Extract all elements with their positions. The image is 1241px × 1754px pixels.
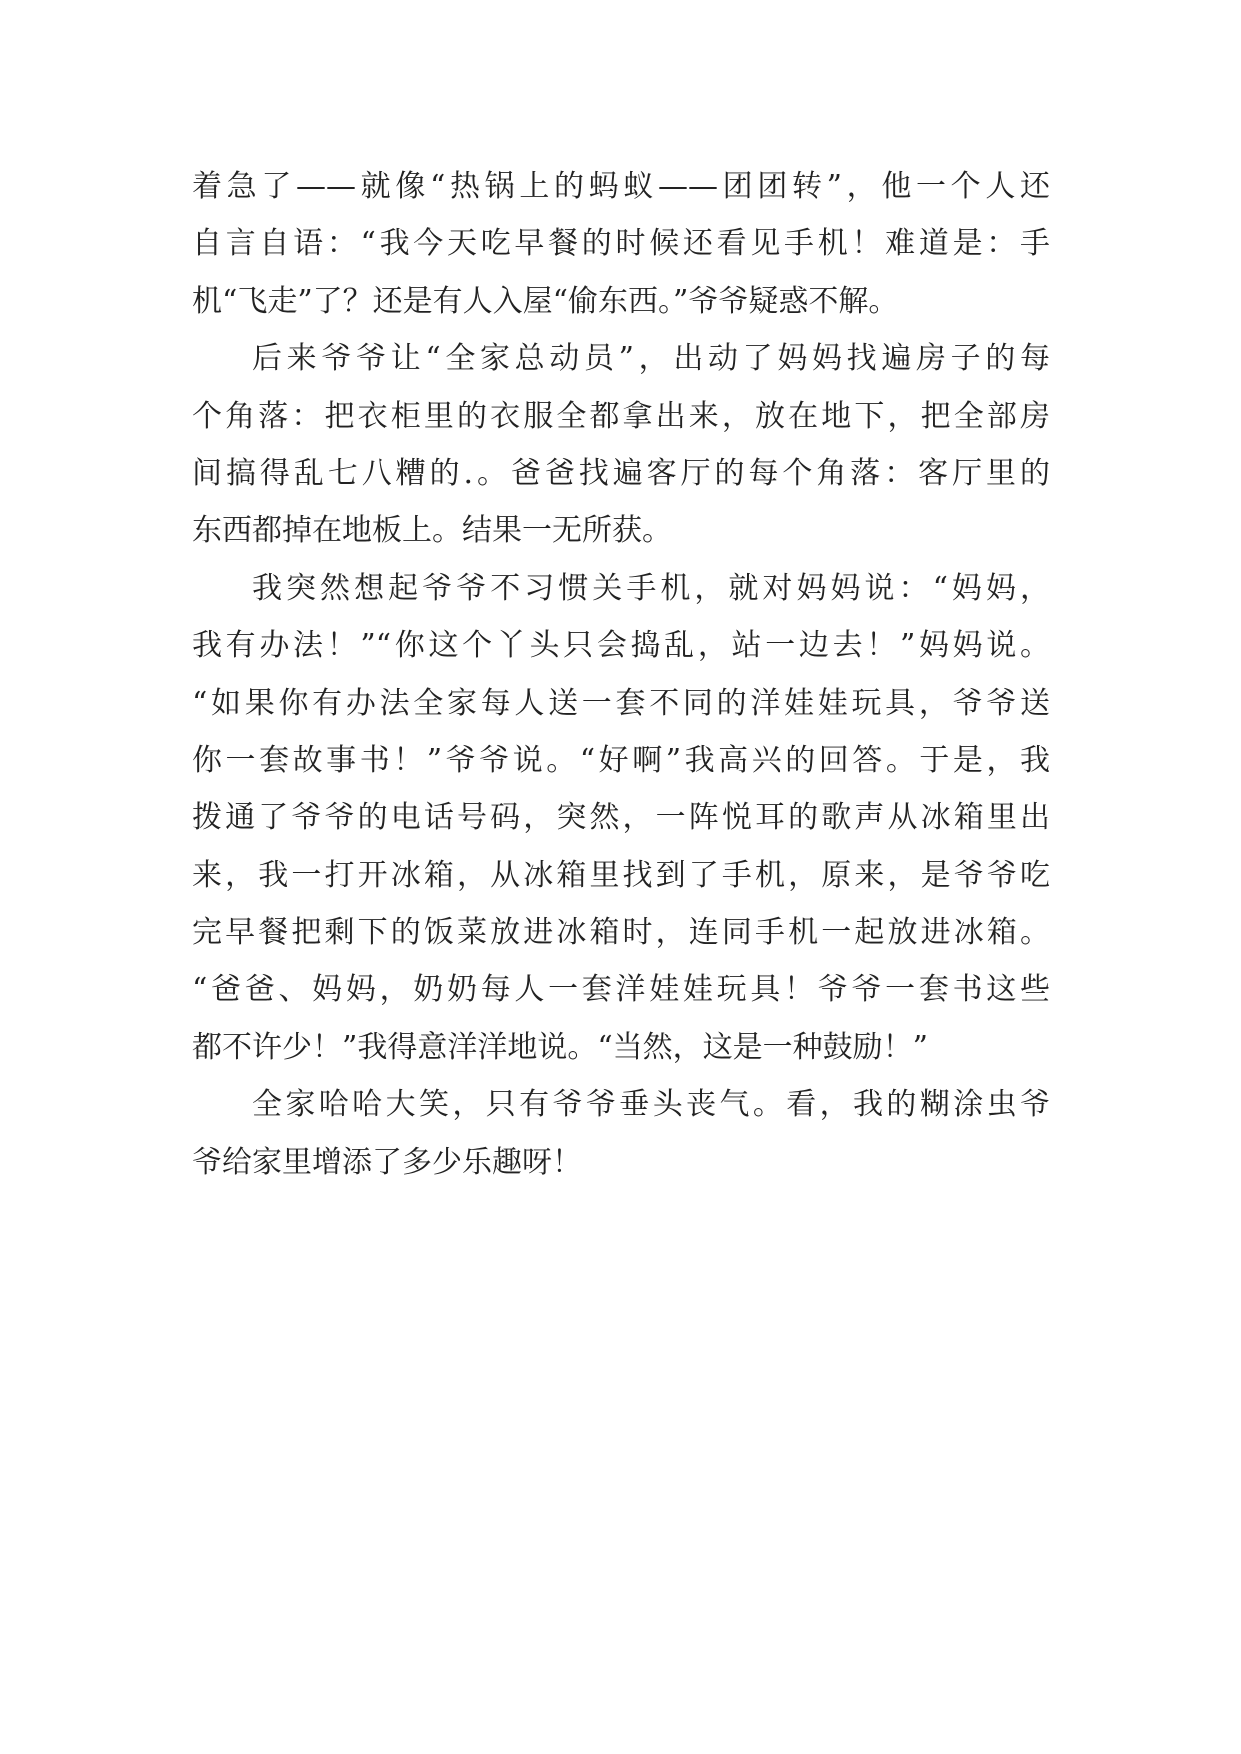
text-line: 个角落：把衣柜里的衣服全都拿出来，放在地下，把全部房 [192,398,1050,434]
text-line: 机“飞走”了？还是有人入屋“偷东西。”爷爷疑惑不解。 [192,283,899,319]
text-line: 拨通了爷爷的电话号码，突然，一阵悦耳的歌声从冰箱里出 [192,800,1050,836]
text-line: “如果你有办法全家每人送一套不同的洋娃娃玩具，爷爷送 [192,685,1050,721]
text-line: 我有办法！”“你这个丫头只会捣乱，站一边去！”妈妈说。 [192,628,1050,664]
text-line: 完早餐把剩下的饭菜放进冰箱时，连同手机一起放进冰箱。 [192,915,1050,951]
text-line: 自言自语：“我今天吃早餐的时候还看见手机！难道是：手 [192,226,1050,262]
document-body [192,158,1050,1191]
text-line: 爷给家里增添了多少乐趣呀！ [192,1144,582,1180]
text-line: “爸爸、妈妈，奶奶每人一套洋娃娃玩具！爷爷一套书这些 [192,972,1050,1008]
text-line: 来，我一打开冰箱，从冰箱里找到了手机，原来，是爷爷吃 [192,857,1050,893]
text-line: 东西都掉在地板上。结果一无所获。 [192,513,672,549]
text-line: 都不许少！”我得意洋洋地说。“当然，这是一种鼓励！” [192,1029,929,1065]
paragraph-first-line: 后来爷爷让“全家总动员”，出动了妈妈找遍房子的每 [252,341,1050,377]
text-line: 间搞得乱七八糟的.。爸爸找遍客厅的每个角落：客厅里的 [192,455,1050,491]
text-line: 着急了——就像“热锅上的蚂蚁——团团转”，他一个人还 [192,169,1050,204]
paragraph-first-line: 我突然想起爷爷不习惯关手机，就对妈妈说：“妈妈， [252,570,1050,606]
paragraph-first-line: 全家哈哈大笑，只有爷爷垂头丧气。看，我的糊涂虫爷 [252,1087,1050,1123]
text-line: 你一套故事书！”爷爷说。“好啊”我高兴的回答。于是，我 [192,742,1050,778]
